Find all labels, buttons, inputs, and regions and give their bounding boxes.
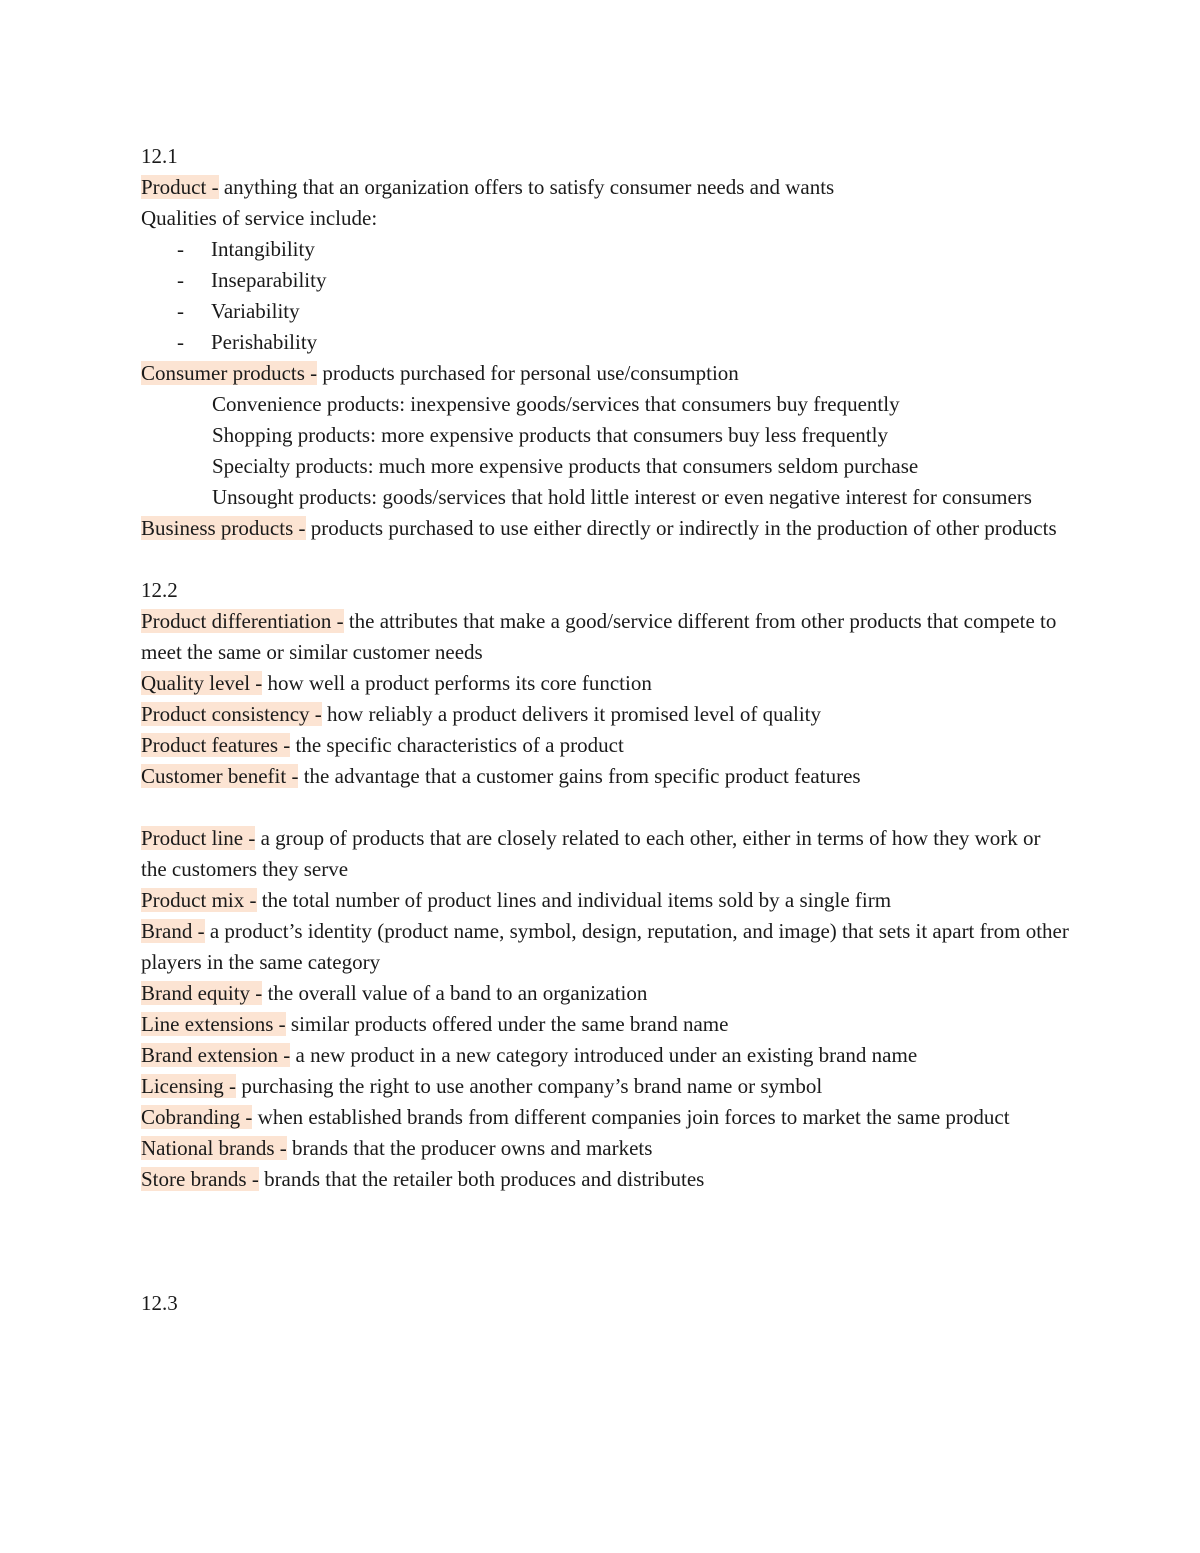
definition-product-features bbox=[141, 730, 1071, 761]
consumer-type-unsought: Unsought products: goods/services that hold little interest or even negative interest for consumers bbox=[212, 485, 1032, 509]
consumer-type-specialty: Specialty products: much more expensive products that consumers seldom purchase bbox=[212, 454, 919, 478]
list-item-text: Perishability bbox=[211, 330, 318, 354]
term-highlight: Business products - bbox=[141, 516, 306, 540]
definition-brand-equity bbox=[141, 978, 1071, 1009]
definition-line-extensions bbox=[141, 1009, 1071, 1040]
term-definition: the specific characteristics of a product bbox=[290, 733, 624, 757]
definition-quality-level bbox=[141, 668, 1071, 699]
blank-line bbox=[141, 544, 1071, 575]
blank-lines bbox=[141, 1195, 1071, 1288]
term-definition: purchasing the right to use another company’s brand name or symbol bbox=[236, 1074, 823, 1098]
term-highlight: Product consistency - bbox=[141, 702, 322, 726]
list-item-text: Intangibility bbox=[211, 237, 315, 261]
term-definition: the attributes that make a good/service different from other products that compete to meet the same or similar customer needs bbox=[141, 609, 1057, 664]
term-highlight: Product - bbox=[141, 175, 219, 199]
term-definition: brands that the producer owns and markets bbox=[286, 1136, 653, 1160]
term-highlight: Product line - bbox=[141, 826, 256, 850]
definition-brand-extension bbox=[141, 1040, 1071, 1071]
term-highlight: Consumer products - bbox=[141, 361, 318, 385]
consumer-type-convenience: Convenience products: inexpensive goods/services that consumers buy frequently bbox=[212, 392, 900, 416]
list-item bbox=[141, 265, 1071, 296]
consumer-type-shopping: Shopping products: more expensive products that consumers buy less frequently bbox=[212, 423, 888, 447]
term-definition: the advantage that a customer gains from specific product features bbox=[298, 764, 861, 788]
term-highlight: Quality level - bbox=[141, 671, 263, 695]
document-page bbox=[141, 141, 1071, 1319]
term-definition: when established brands from different companies join forces to market the same product bbox=[252, 1105, 1010, 1129]
term-highlight: Licensing - bbox=[141, 1074, 237, 1098]
qualities-label: Qualities of service include: bbox=[141, 206, 378, 230]
definition-product-consistency bbox=[141, 699, 1071, 730]
term-definition: products purchased for personal use/consumption bbox=[317, 361, 739, 385]
term-highlight: Line extensions - bbox=[141, 1012, 286, 1036]
term-highlight: Brand - bbox=[141, 919, 205, 943]
list-item bbox=[141, 327, 1071, 358]
definition-brand bbox=[141, 916, 1071, 978]
list-item-text: Variability bbox=[211, 299, 300, 323]
definition-product-differentiation bbox=[141, 606, 1071, 668]
definition-business-products bbox=[141, 513, 1071, 544]
term-highlight: Product differentiation - bbox=[141, 609, 344, 633]
term-highlight: Product features - bbox=[141, 733, 291, 757]
term-highlight: National brands - bbox=[141, 1136, 287, 1160]
list-item bbox=[141, 296, 1071, 327]
definition-product-line bbox=[141, 823, 1071, 885]
term-definition: a group of products that are closely related to each other, either in terms of how they work or the customers they serve bbox=[141, 826, 1041, 881]
term-definition: how reliably a product delivers it promised level of quality bbox=[321, 702, 821, 726]
term-highlight: Store brands - bbox=[141, 1167, 259, 1191]
bullet-dash: - bbox=[177, 237, 184, 261]
bullet-dash: - bbox=[177, 268, 184, 292]
section-heading-12-1: 12.1 bbox=[141, 144, 178, 168]
term-definition: anything that an organization offers to satisfy consumer needs and wants bbox=[218, 175, 835, 199]
term-definition: the overall value of a band to an organization bbox=[262, 981, 648, 1005]
definition-customer-benefit bbox=[141, 761, 1071, 792]
definition-licensing bbox=[141, 1071, 1071, 1102]
term-definition: a product’s identity (product name, symbol, design, reputation, and image) that sets it apart from other players in the same category bbox=[141, 919, 1069, 974]
section-heading-12-2: 12.2 bbox=[141, 578, 178, 602]
definition-national-brands bbox=[141, 1133, 1071, 1164]
definition-product bbox=[141, 172, 1071, 203]
term-definition: brands that the retailer both produces and distributes bbox=[258, 1167, 705, 1191]
bullet-dash: - bbox=[177, 330, 184, 354]
term-definition: products purchased to use either directly or indirectly in the production of other products bbox=[305, 516, 1057, 540]
definition-cobranding bbox=[141, 1102, 1071, 1133]
qualities-list bbox=[141, 234, 1071, 358]
list-item bbox=[141, 234, 1071, 265]
term-definition: how well a product performs its core function bbox=[262, 671, 652, 695]
section-heading-12-3: 12.3 bbox=[141, 1291, 178, 1315]
term-highlight: Customer benefit - bbox=[141, 764, 299, 788]
list-item-text: Inseparability bbox=[211, 268, 327, 292]
term-highlight: Product mix - bbox=[141, 888, 257, 912]
definition-store-brands bbox=[141, 1164, 1071, 1195]
term-highlight: Brand extension - bbox=[141, 1043, 291, 1067]
term-highlight: Cobranding - bbox=[141, 1105, 253, 1129]
definition-product-mix bbox=[141, 885, 1071, 916]
term-definition: similar products offered under the same brand name bbox=[285, 1012, 729, 1036]
term-highlight: Brand equity - bbox=[141, 981, 263, 1005]
bullet-dash: - bbox=[177, 299, 184, 323]
definition-consumer-products bbox=[141, 358, 1071, 389]
term-definition: the total number of product lines and individual items sold by a single firm bbox=[256, 888, 892, 912]
blank-line bbox=[141, 792, 1071, 823]
term-definition: a new product in a new category introduced under an existing brand name bbox=[290, 1043, 918, 1067]
